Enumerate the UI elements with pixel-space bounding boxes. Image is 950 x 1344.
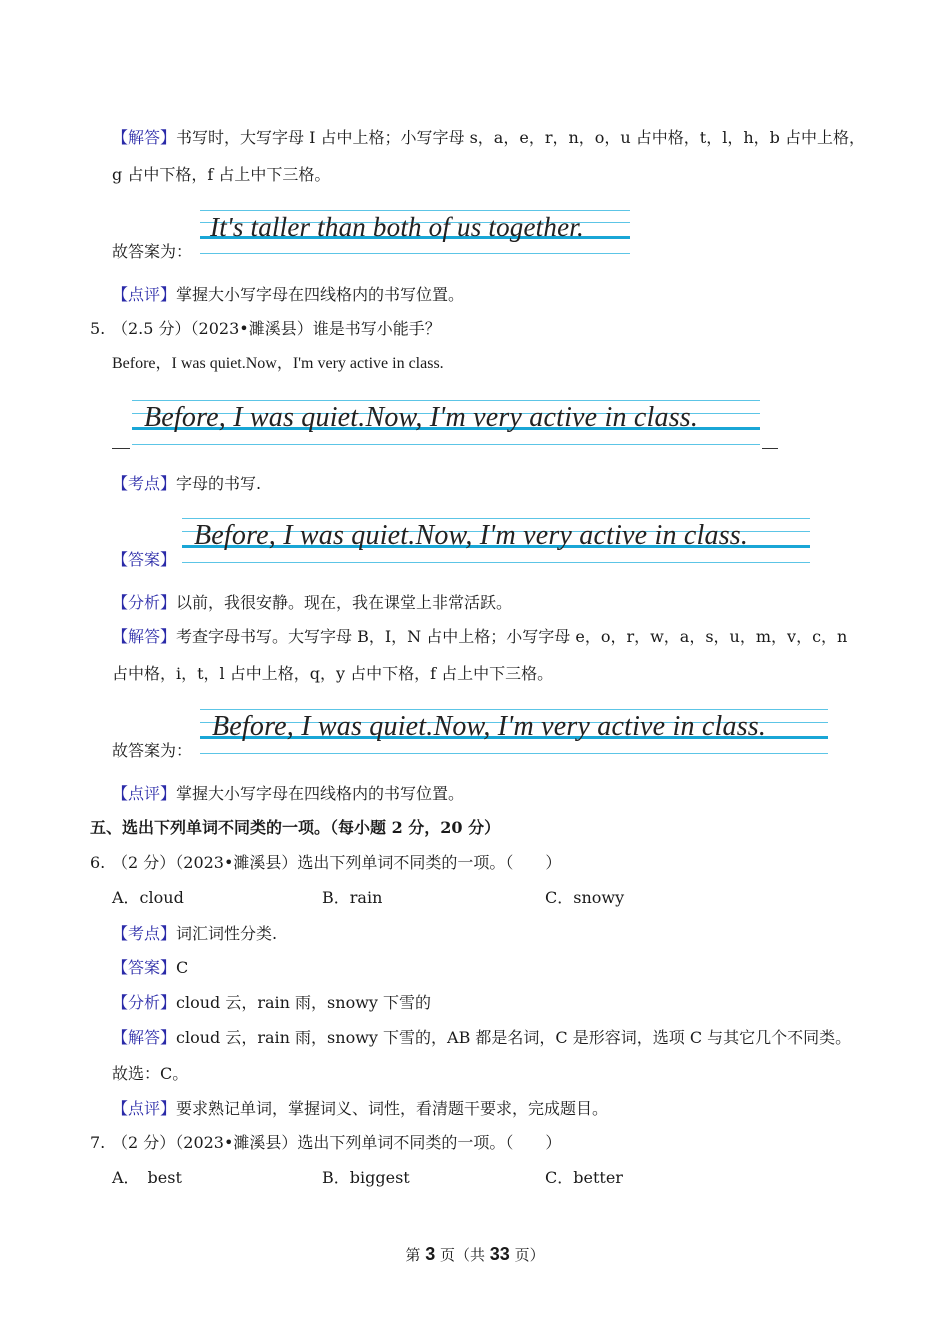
daan-text: C: [176, 958, 189, 977]
footer-pre: 第: [405, 1246, 426, 1264]
handwriting-box: [200, 709, 828, 755]
answer-text: 书写时，大写字母 I 占中上格；小写字母 s，a，e，r，n，o，u 占中格，t，l，h，b 占中上格，: [176, 128, 865, 147]
fenxi-line: [112, 593, 512, 613]
kaodian-line: [112, 924, 277, 944]
answer-text-cont: g 占中下格，f 占上中下三格。: [112, 165, 331, 184]
daan-line: [112, 958, 188, 978]
page-footer: [0, 1244, 950, 1265]
choice-result: 故选：C。: [112, 1064, 189, 1083]
comment-text: 掌握大小写字母在四线格内的书写位置。: [176, 784, 465, 803]
option-a: A．cloud: [112, 888, 184, 907]
label-jieda: 【解答】: [112, 1028, 177, 1047]
footer-post: 页）: [509, 1246, 545, 1264]
answer-blank-right: [762, 448, 778, 449]
comment-line: [112, 285, 464, 305]
answer-line: [112, 128, 865, 148]
option-b: B．biggest: [322, 1168, 410, 1187]
option-c: C．snowy: [545, 888, 625, 907]
option-c: C．better: [545, 1168, 623, 1187]
section-heading: 五、选出下列单词不同类的一项。（每小题 2 分，20 分）: [90, 818, 501, 837]
answer-text: 考查字母书写。大写字母 B，I，N 占中上格；小写字母 e，o，r，w，a，s，u，m，v，c，n: [176, 627, 848, 646]
label-jieda: 【解答】: [112, 128, 177, 147]
handwriting-box: [200, 210, 630, 256]
fenxi-text: cloud 云，rain 雨，snowy 下雪的: [176, 993, 432, 1012]
label-daan: 【答案】: [112, 958, 177, 977]
fenxi-text: 以前，我很安静。现在，我在课堂上非常活跃。: [176, 593, 513, 612]
option-a: A． best: [112, 1168, 182, 1187]
kaodian-text: 字母的书写.: [176, 474, 262, 493]
label-gudaan: 故答案为：: [112, 242, 193, 261]
label-fenxi: 【分析】: [112, 993, 177, 1012]
kaodian-text: 词汇词性分类.: [176, 924, 278, 943]
handwriting-box: [182, 518, 810, 564]
handwriting-box: [132, 400, 760, 446]
answer-text-cont: 占中格，i，t，l 占中上格，q，y 占中下格，f 占上中下三格。: [112, 664, 554, 683]
fenxi-line: [112, 993, 431, 1013]
answer-text: cloud 云，rain 雨，snowy 下雪的，AB 都是名词，C 是形容词，选项 C 与其它几个不同类。: [176, 1028, 852, 1047]
handwriting-text: It's taller than both of us together.: [210, 212, 584, 242]
comment-line: [112, 784, 464, 804]
question-7-meta: （2 分）（2023•濉溪县）选出下列单词不同类的一项。（ ）: [112, 1133, 562, 1152]
handwriting-text: Before, I was quiet.Now, I'm very active in class.: [144, 402, 699, 433]
label-dianping: 【点评】: [112, 1099, 177, 1118]
handwriting-text: Before, I was quiet.Now, I'm very active in class.: [212, 711, 767, 742]
page-number: 3: [425, 1244, 436, 1264]
option-b: B．rain: [322, 888, 383, 907]
question-6-meta: （2 分）（2023•濉溪县）选出下列单词不同类的一项。（ ）: [112, 853, 562, 872]
comment-text: 掌握大小写字母在四线格内的书写位置。: [176, 285, 465, 304]
answer-line: [112, 627, 847, 647]
question-5-meta: （2.5 分）（2023•濉溪县）谁是书写小能手？: [112, 319, 441, 338]
label-jieda: 【解答】: [112, 627, 177, 646]
label-fenxi: 【分析】: [112, 593, 177, 612]
label-kaodian: 【考点】: [112, 924, 177, 943]
comment-line: [112, 1099, 608, 1119]
question-5-sentence: Before，I was quiet.Now，I'm very active in class.: [112, 355, 444, 372]
page-total: 33: [489, 1244, 510, 1264]
label-gudaan: 故答案为：: [112, 741, 193, 760]
answer-line: [112, 1028, 851, 1048]
question-6-number: 6.: [90, 853, 106, 872]
footer-mid: 页（共: [435, 1246, 490, 1264]
question-7-number: 7.: [90, 1133, 106, 1152]
label-daan: 【答案】: [112, 550, 177, 569]
kaodian-line: [112, 474, 261, 494]
handwriting-text: Before, I was quiet.Now, I'm very active in class.: [194, 520, 749, 551]
label-dianping: 【点评】: [112, 285, 177, 304]
label-dianping: 【点评】: [112, 784, 177, 803]
comment-text: 要求熟记单词，掌握词义、词性，看清题干要求，完成题目。: [176, 1099, 609, 1118]
label-kaodian: 【考点】: [112, 474, 177, 493]
answer-blank-left: [112, 448, 130, 449]
question-5-number: 5.: [90, 319, 106, 338]
